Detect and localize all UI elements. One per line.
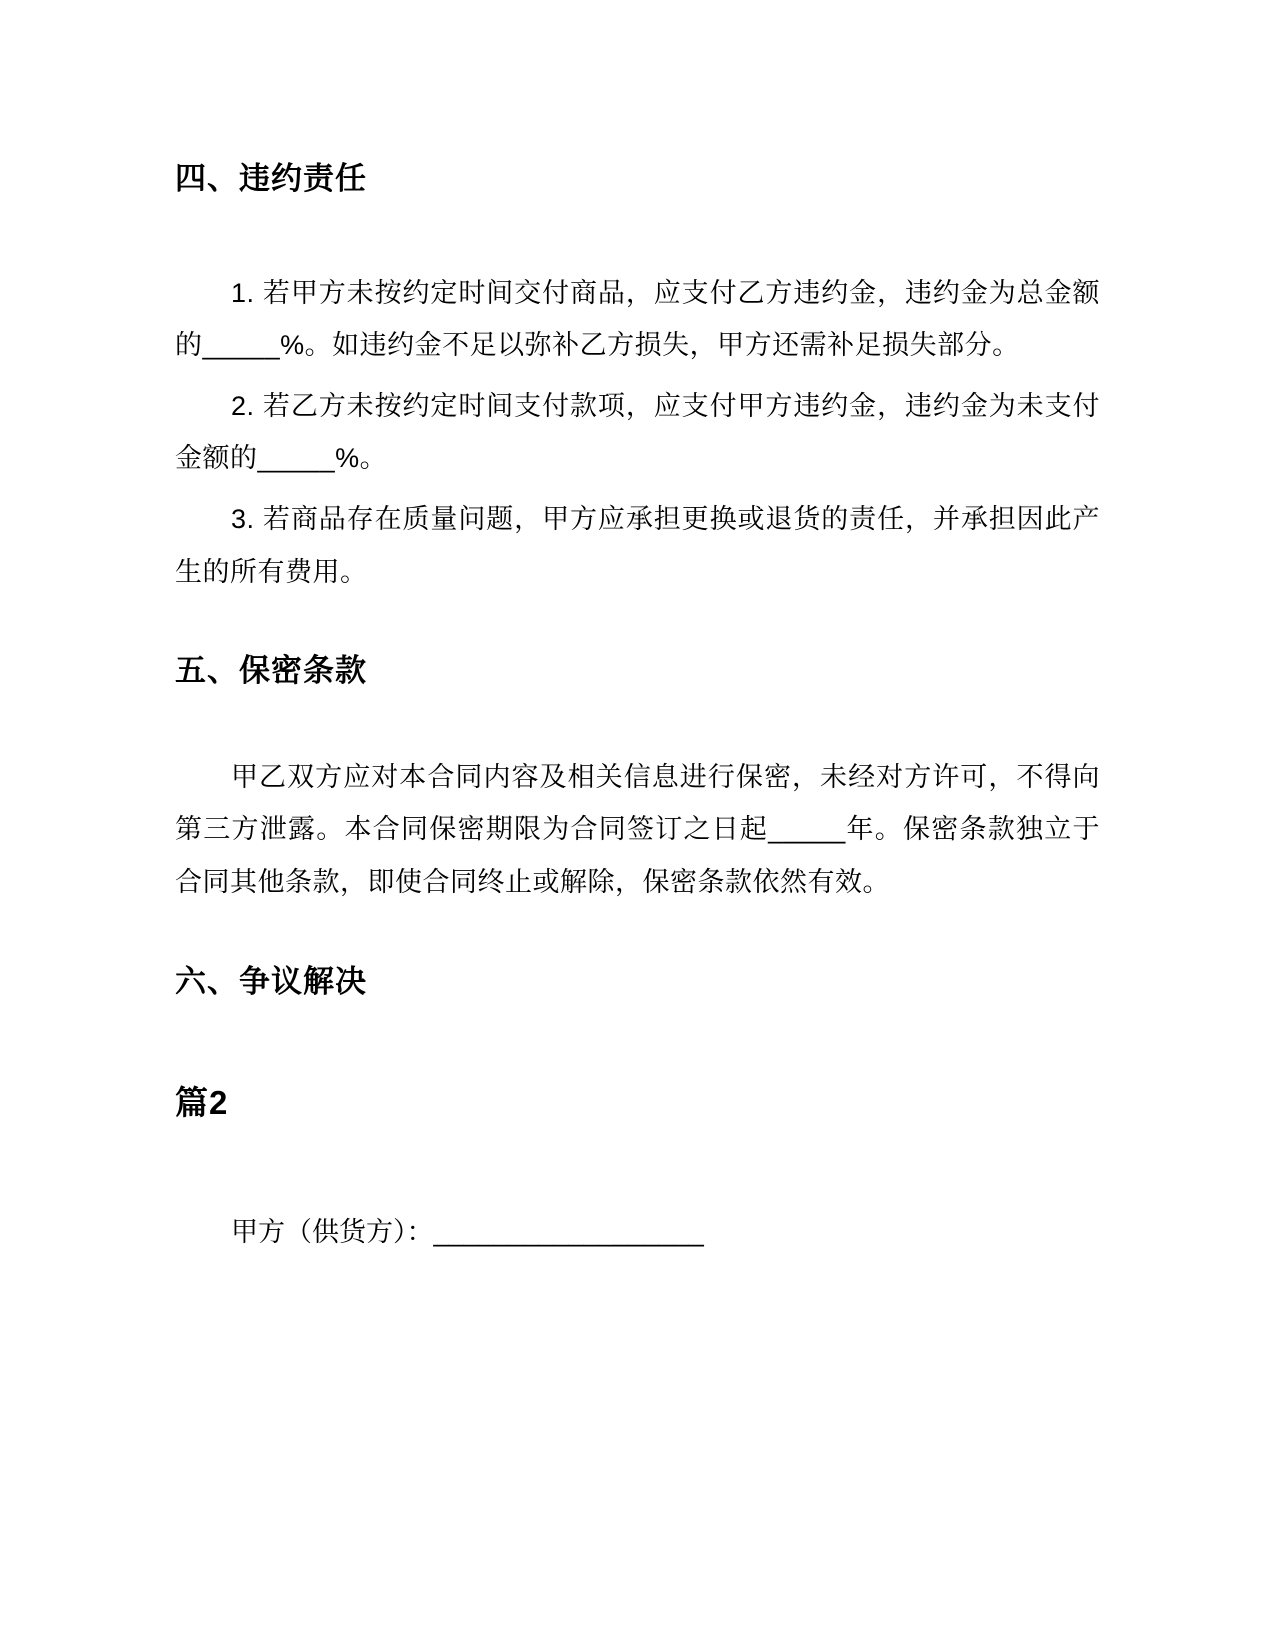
supplier-signature-line: 甲方（供货方）：__________________ xyxy=(231,1217,704,1248)
section-heading-four: 四、违约责任 xyxy=(175,161,367,196)
section-four-paragraph-1: 1. 若甲方未按约定时间交付商品，应支付乙方违约金，违约金为总金额的_____%。如违约金不足以弥补乙方损失，甲方还需补足损失部分。 xyxy=(175,277,1100,361)
section-five-paragraph-1: 甲乙双方应对本合同内容及相关信息进行保密，未经对方许可，不得向第三方泄露。本合同保密期限为合同签订之日起_____年。保密条款独立于合同其他条款，即使合同终止或解除，保密条款依然有效。 xyxy=(175,761,1100,898)
piece-title: 篇2 xyxy=(175,1084,229,1122)
section-four-paragraph-2: 2. 若乙方未按约定时间支付款项，应支付甲方违约金，违约金为未支付金额的_____%。 xyxy=(175,390,1100,474)
section-heading-six: 六、争议解决 xyxy=(175,963,367,999)
section-four-paragraph-3: 3. 若商品存在质量问题，甲方应承担更换或退货的责任，并承担因此产生的所有费用。 xyxy=(175,504,1100,587)
section-heading-five: 五、保密条款 xyxy=(175,653,367,689)
